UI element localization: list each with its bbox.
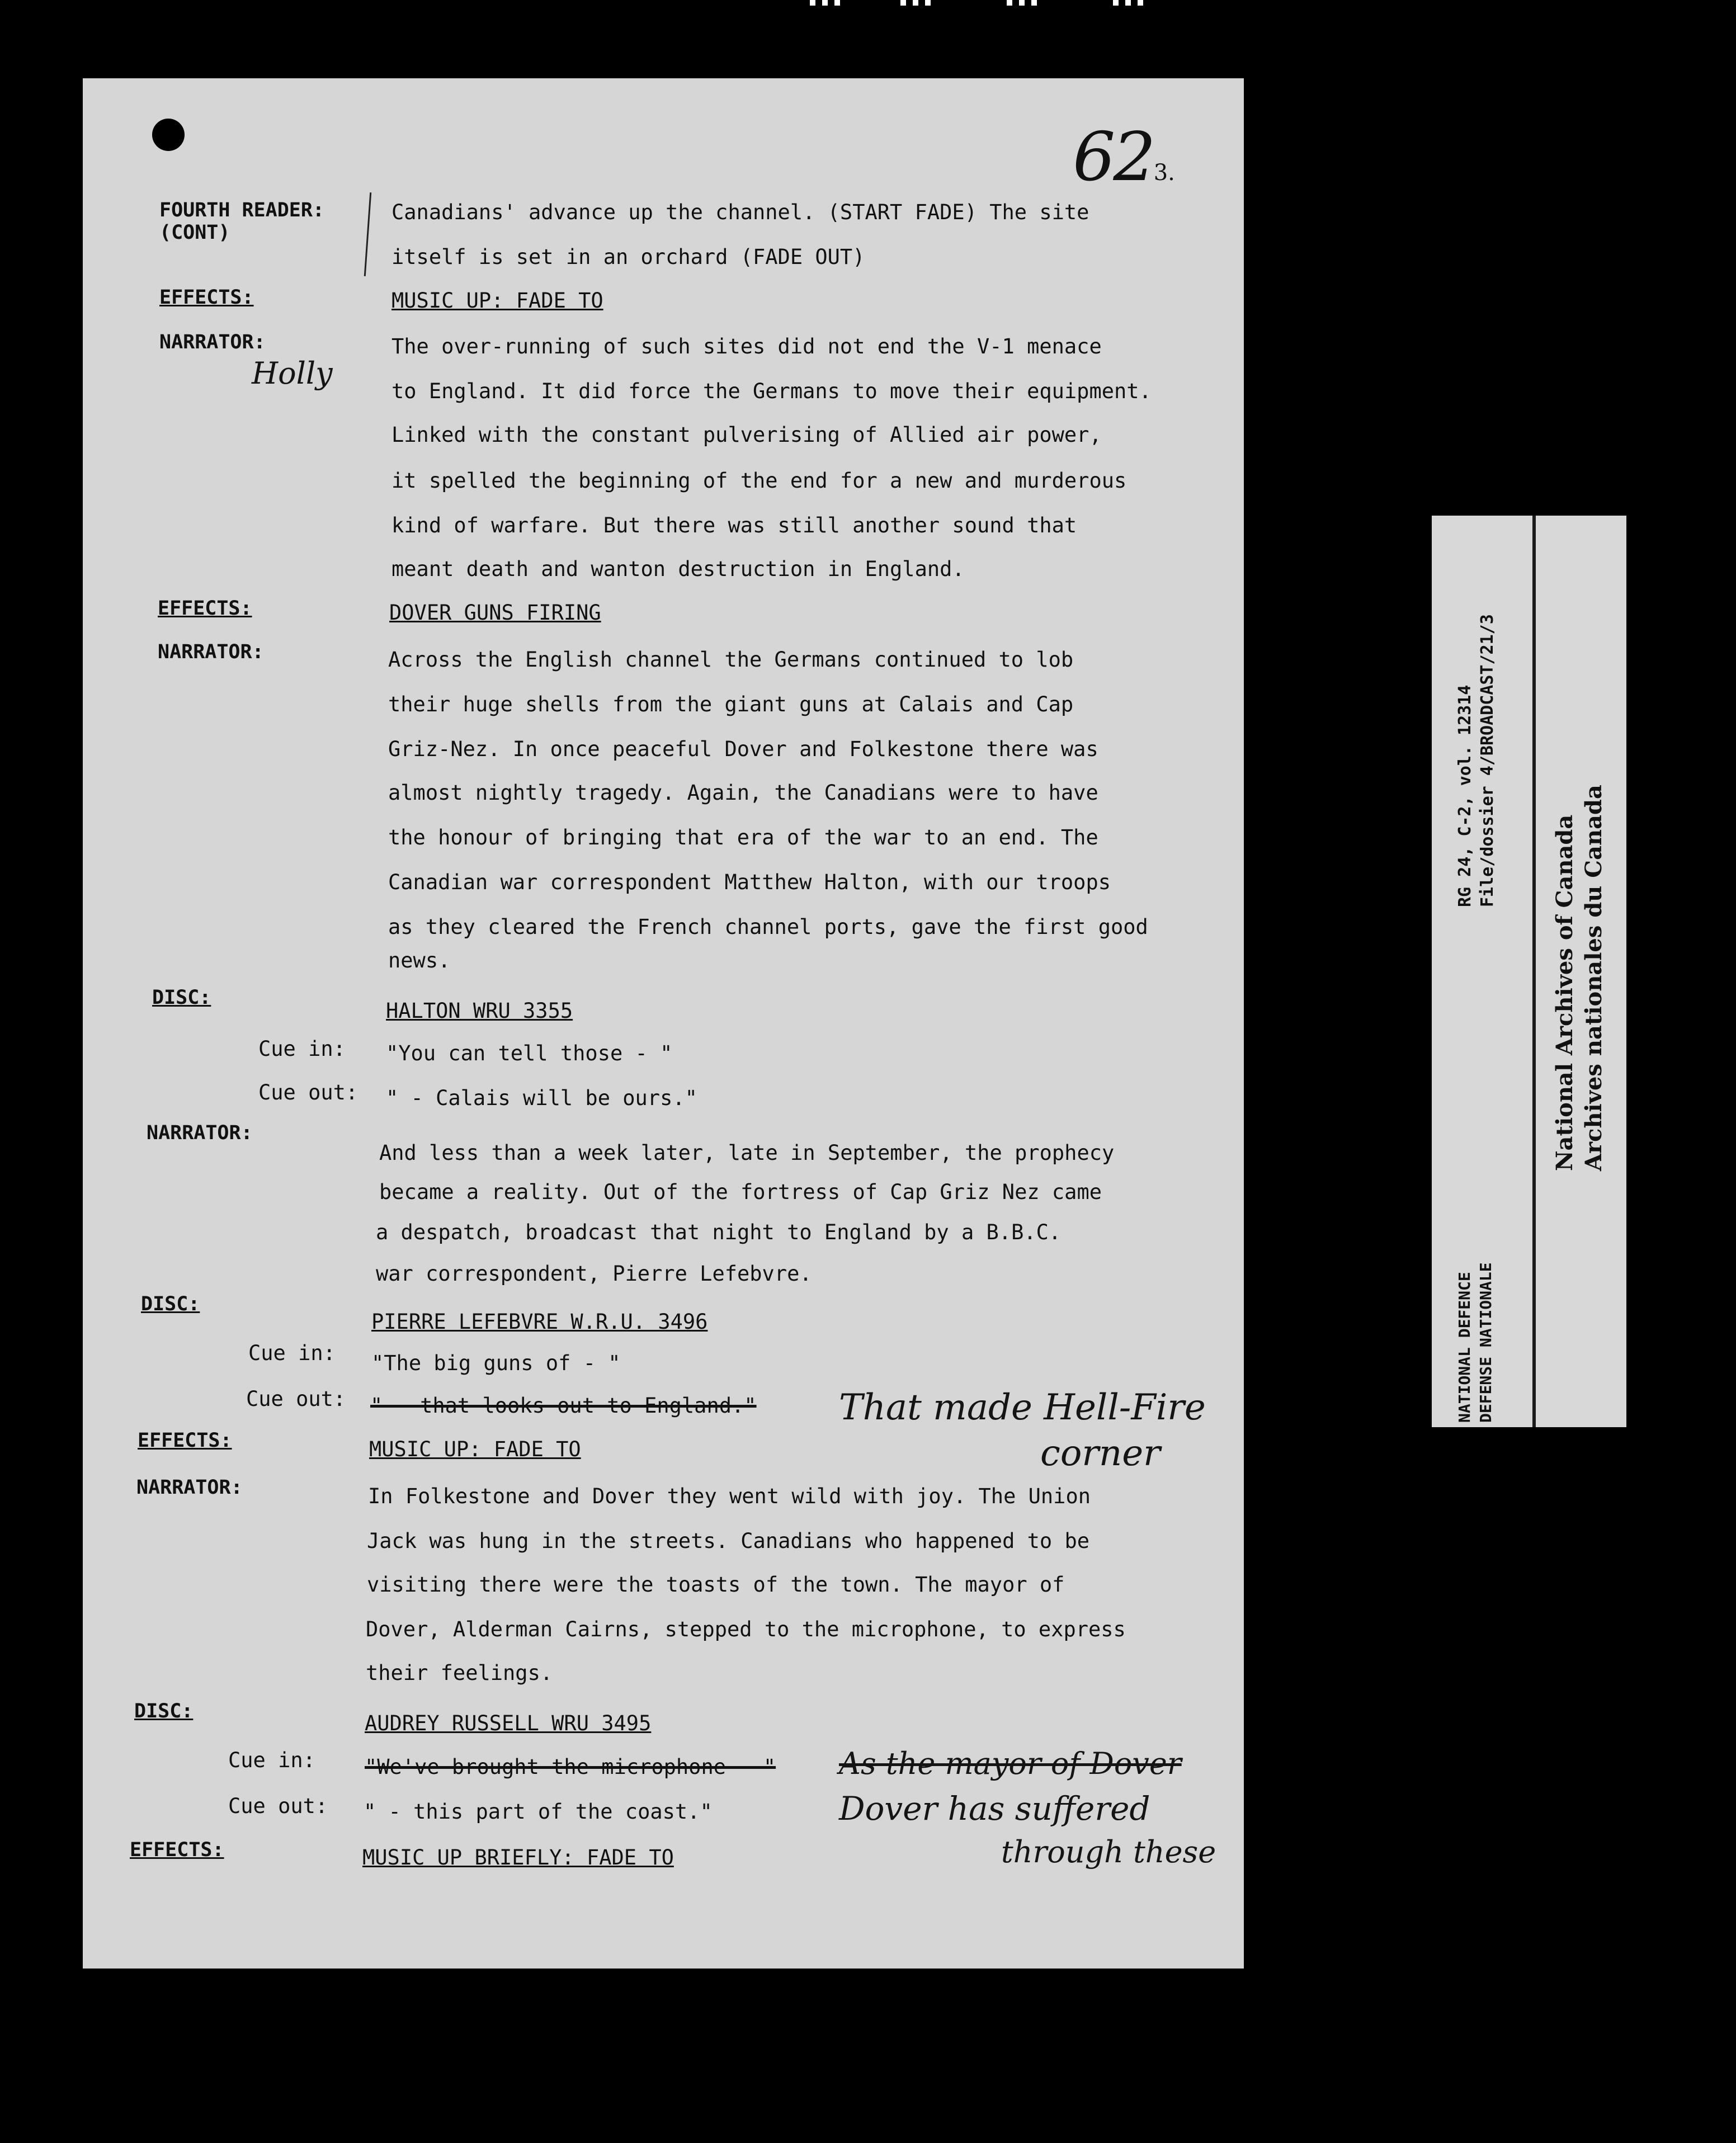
cue-effects: MUSIC UP: FADE TO bbox=[391, 289, 603, 313]
cue-in-label: Cue in: bbox=[258, 1037, 346, 1061]
speaker-disc: DISC: bbox=[141, 1293, 200, 1315]
script-line: visiting there were the toasts of the town. The mayor of bbox=[367, 1573, 1065, 1597]
handwritten-annotation: Holly bbox=[252, 356, 333, 391]
script-line: war correspondent, Pierre Lefebvre. bbox=[376, 1262, 812, 1286]
speaker-disc: DISC: bbox=[152, 986, 211, 1009]
script-line: Canadians' advance up the channel. (START FADE) The site bbox=[391, 200, 1089, 224]
script-line: Jack was hung in the streets. Canadians who happened to be bbox=[367, 1529, 1090, 1553]
cue-out-text-struck: " - that looks out to England." bbox=[370, 1394, 757, 1418]
handwritten-annotation-struck: As the mayor of Dover bbox=[839, 1746, 1182, 1781]
speaker-disc: DISC: bbox=[134, 1700, 194, 1722]
film-edge-marks bbox=[1007, 0, 1037, 9]
cue-effects: DOVER GUNS FIRING bbox=[389, 601, 601, 625]
film-edge-marks bbox=[810, 0, 840, 9]
archive-name-french: Archives nationales du Canada bbox=[1581, 785, 1607, 1171]
punch-hole bbox=[152, 119, 185, 151]
cue-out-text: " - Calais will be ours." bbox=[386, 1086, 697, 1110]
cue-in-label: Cue in: bbox=[228, 1748, 315, 1772]
cue-out-text: " - this part of the coast." bbox=[364, 1800, 713, 1824]
label-divider bbox=[1532, 516, 1536, 1427]
script-line: itself is set in an orchard (FADE OUT) bbox=[391, 245, 865, 269]
speaker-effects: EFFECTS: bbox=[158, 597, 252, 620]
script-line: to England. It did force the Germans to move their equipment. bbox=[391, 379, 1152, 403]
script-line: the honour of bringing that era of the war to an end. The bbox=[388, 825, 1098, 849]
script-line: Linked with the constant pulverising of Allied air power, bbox=[391, 423, 1102, 447]
disc-reference: HALTON WRU 3355 bbox=[386, 999, 573, 1023]
disc-reference: PIERRE LEFEBVRE W.R.U. 3496 bbox=[371, 1310, 708, 1334]
script-line: meant death and wanton destruction in England. bbox=[391, 557, 965, 581]
script-line: Canadian war correspondent Matthew Halton, with our troops bbox=[388, 870, 1111, 894]
cue-effects: MUSIC UP: FADE TO bbox=[369, 1437, 581, 1461]
script-line: it spelled the beginning of the end for a new and murderous bbox=[391, 469, 1127, 493]
script-line: kind of warfare. But there was still another sound that bbox=[391, 513, 1077, 537]
script-line: Dover, Alderman Cairns, stepped to the microphone, to express bbox=[366, 1617, 1126, 1641]
cue-effects: MUSIC UP BRIEFLY: FADE TO bbox=[362, 1845, 674, 1870]
handwritten-annotation: Dover has suffered bbox=[839, 1790, 1150, 1828]
speaker-narrator: NARRATOR: bbox=[159, 331, 266, 353]
archive-label bbox=[1432, 516, 1626, 1427]
cue-in-text: "The big guns of - " bbox=[371, 1351, 621, 1375]
speaker-fourth-reader: FOURTH READER: (CONT) bbox=[159, 199, 325, 244]
archive-name-english: National Archives of Canada bbox=[1551, 814, 1578, 1171]
script-line: as they cleared the French channel ports, gave the first good bbox=[388, 915, 1148, 939]
speaker-narrator: NARRATOR: bbox=[158, 641, 264, 663]
speaker-effects: EFFECTS: bbox=[159, 286, 254, 309]
speaker-effects: EFFECTS: bbox=[138, 1429, 232, 1452]
page-number: 623. bbox=[1073, 119, 1175, 196]
script-line: news. bbox=[388, 948, 451, 973]
cue-in-label: Cue in: bbox=[248, 1341, 336, 1365]
cue-out-label: Cue out: bbox=[228, 1794, 328, 1818]
department-french: DEFENSE NATIONALE bbox=[1476, 1262, 1495, 1423]
film-edge-marks bbox=[1113, 0, 1143, 9]
script-line: Across the English channel the Germans continued to lob bbox=[388, 648, 1074, 672]
cue-out-label: Cue out: bbox=[258, 1080, 358, 1104]
speaker-effects: EFFECTS: bbox=[130, 1839, 224, 1861]
script-line: their feelings. bbox=[366, 1661, 553, 1685]
script-line: In Folkestone and Dover they went wild with joy. The Union bbox=[368, 1484, 1091, 1508]
archive-file-reference: File/dossier 4/BROADCAST/21/3 bbox=[1478, 614, 1497, 907]
handwritten-annotation: corner bbox=[1040, 1433, 1161, 1474]
script-line: And less than a week later, late in September, the prophecy bbox=[379, 1141, 1115, 1165]
cue-in-text: "You can tell those - " bbox=[386, 1041, 673, 1065]
script-line: almost nightly tragedy. Again, the Canadians were to have bbox=[388, 781, 1098, 805]
department-english: NATIONAL DEFENCE bbox=[1455, 1272, 1474, 1423]
film-edge-marks bbox=[900, 0, 931, 9]
archive-reference: RG 24, C-2, vol. 12314 bbox=[1455, 685, 1475, 907]
speaker-narrator: NARRATOR: bbox=[147, 1122, 253, 1144]
script-line: their huge shells from the giant guns at Calais and Cap bbox=[388, 692, 1074, 716]
script-line: Griz-Nez. In once peaceful Dover and Folkestone there was bbox=[388, 737, 1098, 761]
handwritten-annotation: through these bbox=[1001, 1834, 1216, 1870]
script-line: a despatch, broadcast that night to England by a B.B.C. bbox=[376, 1220, 1062, 1244]
handwritten-annotation: That made Hell-Fire bbox=[839, 1387, 1206, 1428]
disc-reference: AUDREY RUSSELL WRU 3495 bbox=[365, 1711, 652, 1735]
cue-out-label: Cue out: bbox=[246, 1387, 346, 1411]
script-line: The over-running of such sites did not end the V-1 menace bbox=[391, 334, 1102, 358]
cue-in-text-struck: "We've brought the microphone - " bbox=[365, 1755, 776, 1779]
speaker-narrator: NARRATOR: bbox=[136, 1476, 243, 1499]
script-line: became a reality. Out of the fortress of Cap Griz Nez came bbox=[379, 1180, 1102, 1204]
